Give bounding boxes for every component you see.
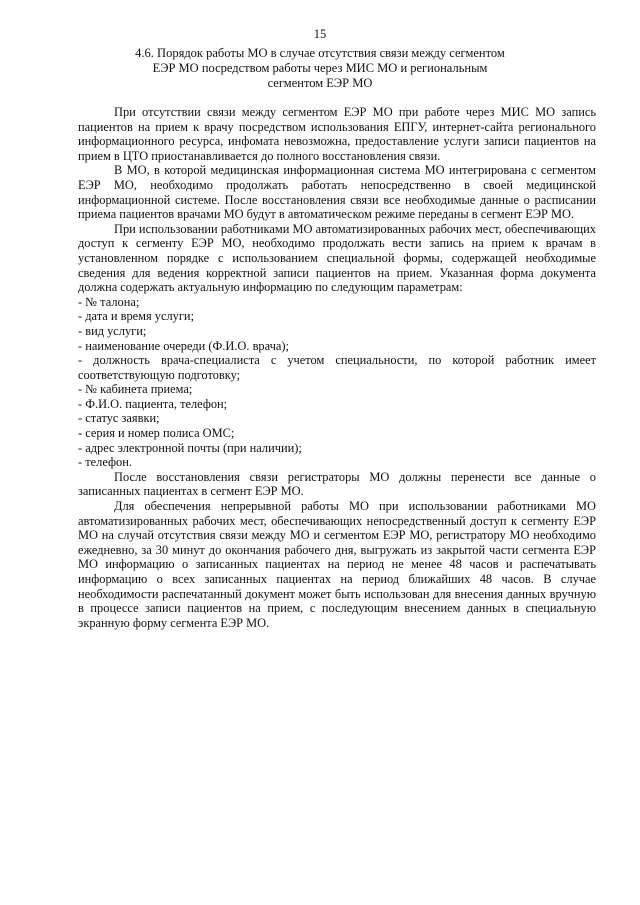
section-heading-line-1: 4.6. Порядок работы МО в случае отсутствия связи между сегментом bbox=[135, 46, 505, 60]
list-item: - серия и номер полиса ОМС; bbox=[78, 426, 235, 441]
section-heading bbox=[100, 46, 540, 91]
section-body bbox=[78, 105, 596, 630]
list-item: - дата и время услуги; bbox=[78, 309, 195, 324]
list-item: - № талона; bbox=[78, 294, 140, 309]
list-item: - вид услуги; bbox=[78, 323, 147, 338]
section-heading-line-2: ЕЭР МО посредством работы через МИС МО и региональным bbox=[152, 61, 488, 75]
list-item: - должность врача-специалиста с учетом специальности, по которой работник имеет соответствующую подготовку; bbox=[78, 353, 596, 382]
list-item: - Ф.И.О. пациента, телефон; bbox=[78, 396, 228, 411]
paragraph-continuous-operation: Для обеспечения непрерывной работы МО при использовании работниками МО автоматизированных рабочих мест, обеспечивающих непосредственный доступ к сегменту ЕЭР МО на случай отсутствия связи между МО и сегментом ЕЭР МО, регистратору МО необходимо ежедневно, за 30 минут до окончания рабочего дня, выгружать из закрытой части сегмента ЕЭР МО информацию о записанных пациентах на период не менее 48 часов и распечатывать информацию о всех записанных пациентах на период ближайших 48 часов. В случае необходимости распечатанный документ может быть использован для внесения данных вручную в процессе записи пациентов на прием, с последующим внесением данных в специальную экранную форму сегмента ЕЭР МО. bbox=[78, 499, 596, 630]
paragraph-integrated-mis: В МО, в которой медицинская информационная система МО интегрирована с сегментом ЕЭР МО, необходимо продолжать работать непосредственно в своей медицинской информационной системе. После восстановления связи все необходимые данные о расписании приема пациентов врачами МО будут в автоматическом режиме переданы в сегмент ЕЭР МО. bbox=[78, 163, 596, 222]
list-item: - статус заявки; bbox=[78, 411, 160, 426]
page-number: 15 bbox=[313, 27, 327, 41]
paragraph-no-connection: При отсутствии связи между сегментом ЕЭР МО при работе через МИС МО запись пациентов на прием к врачу посредством использования ЕПГУ, интернет-сайта регионального информационного ресурса, инфомата невозможна, предоставление услуги записи пациентов на прием в ЦТО приостанавливается до полного восстановления связи. bbox=[78, 105, 596, 163]
parameter-list bbox=[78, 295, 596, 470]
list-item: - наименование очереди (Ф.И.О. врача); bbox=[78, 338, 289, 353]
section-heading-line-3: сегментом ЕЭР МО bbox=[267, 76, 373, 90]
list-item: - № кабинета приема; bbox=[78, 382, 193, 397]
list-item: - адрес электронной почты (при наличии); bbox=[78, 440, 302, 455]
list-item: - телефон. bbox=[78, 455, 132, 470]
paragraph-after-restore: После восстановления связи регистраторы МО должны перенести все данные о записанных пациентах в сегмент ЕЭР МО. bbox=[78, 469, 596, 499]
paragraph-arm-usage: При использовании работниками МО автоматизированных рабочих мест, обеспечивающих доступ к сегменту ЕЭР МО, необходимо продолжать вести запись на прием к врачам в установленном порядке с использованием специальной формы, содержащей необходимые сведения для ведения корректной записи пациентов на прием. Указанная форма документа должна содержать актуальную информацию по следующим параметрам: bbox=[78, 221, 596, 295]
